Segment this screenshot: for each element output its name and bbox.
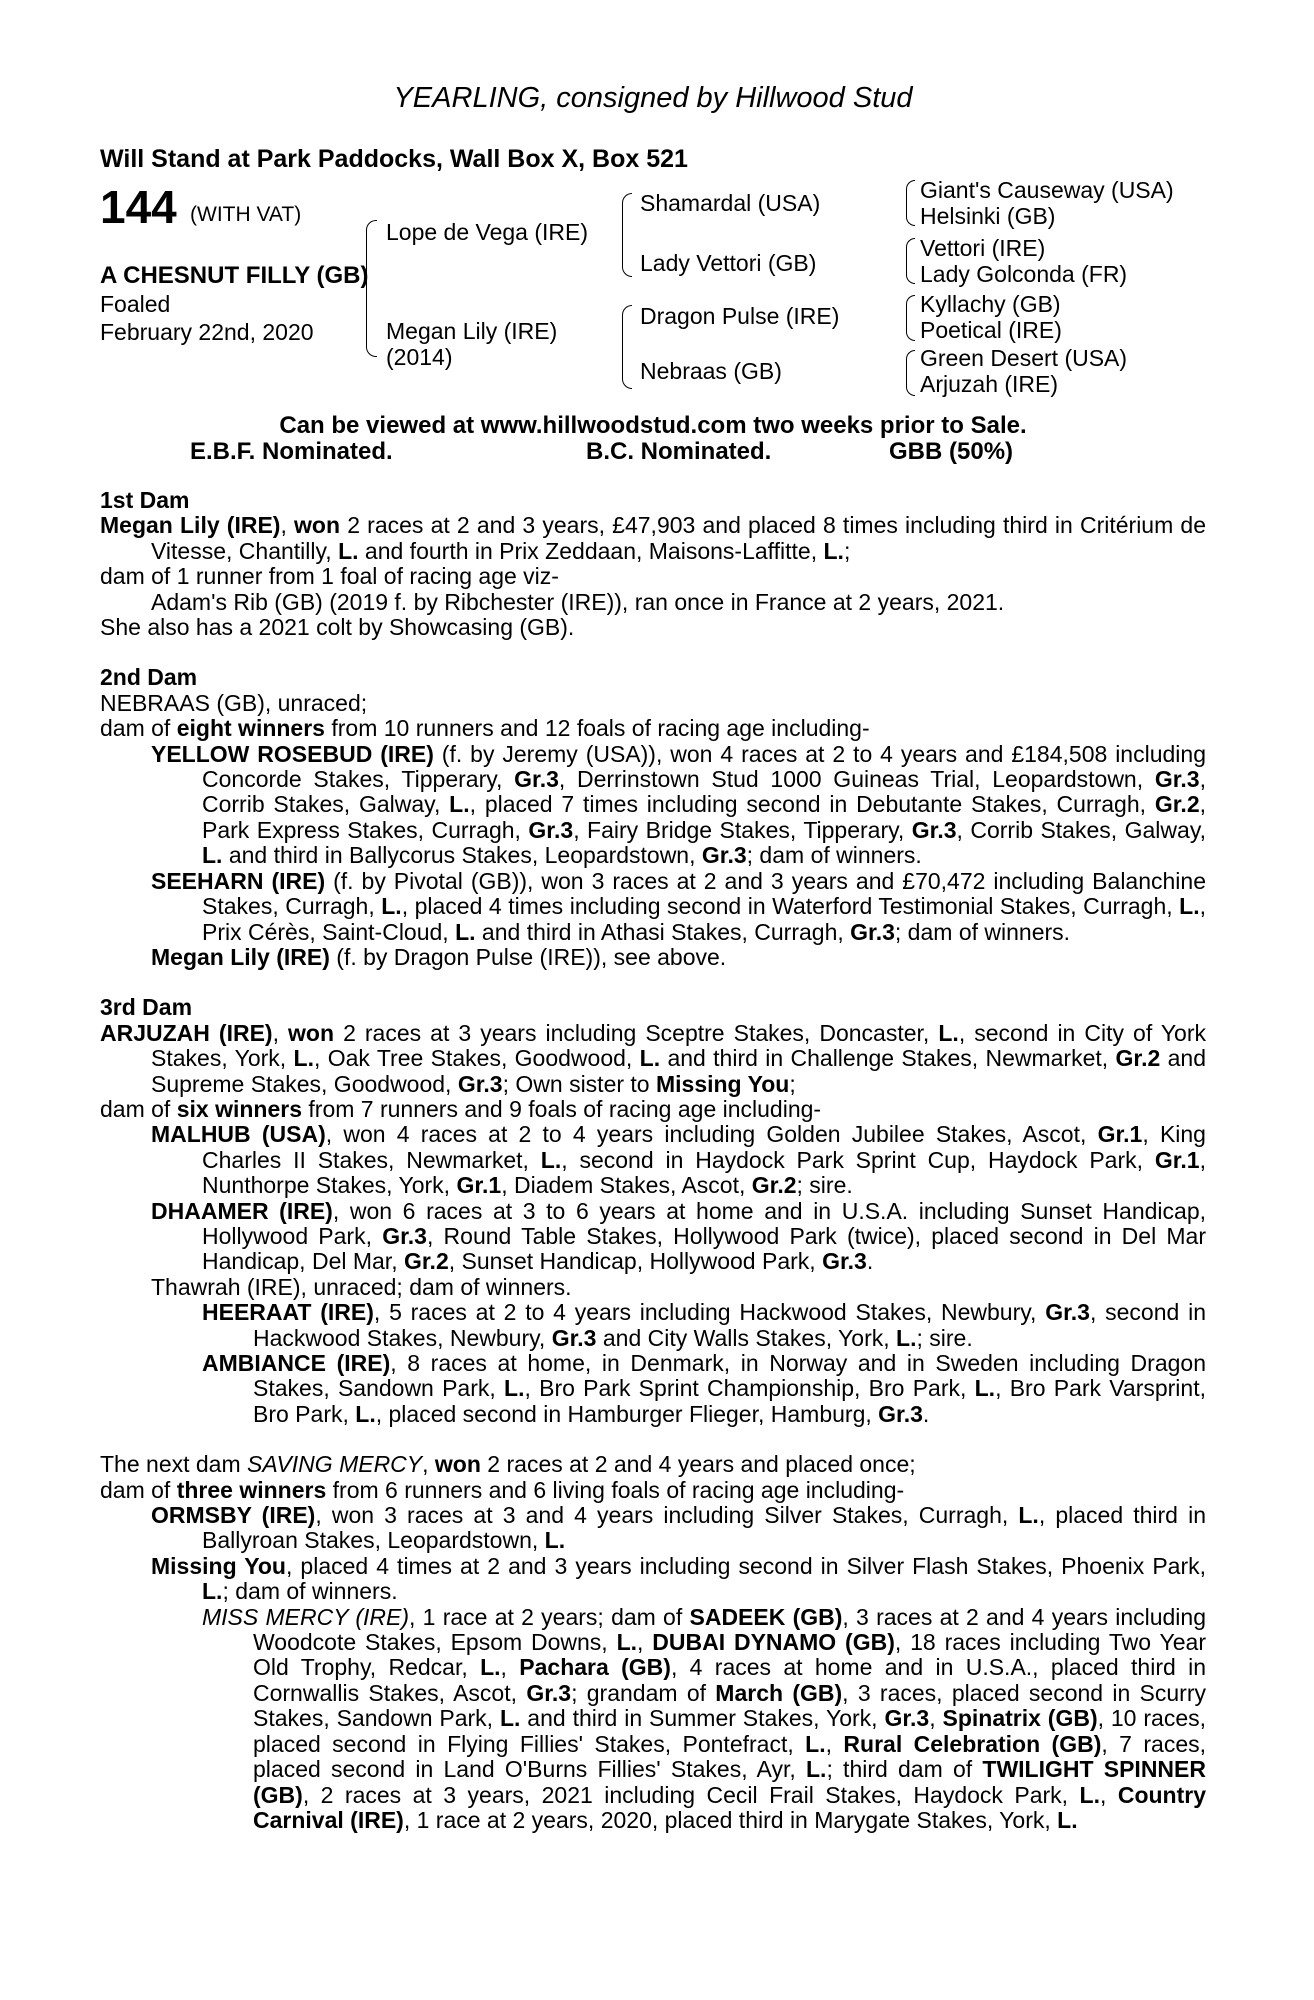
- text-run: , King Charles II Stakes, Newmarket,: [202, 1121, 1206, 1173]
- text-run: 2 races at 2 and 3 years, £47,903 and placed 8 times including third in Critérium de Vitesse, Chantilly,: [151, 512, 1207, 564]
- text-run: ,: [422, 1451, 435, 1478]
- text-run: , won 6 races at 3 to 6 years at home and in U.S.A. including Sunset Handicap, Hollywood Park,: [202, 1197, 1206, 1249]
- record-paragraph: [100, 1275, 1206, 1300]
- text-run: , placed 4 times at 2 and 3 years including second in Silver Flash Stakes, Phoenix Park,: [285, 1552, 1206, 1579]
- bold-text: won: [434, 1451, 481, 1478]
- text-run: ,: [500, 1654, 520, 1681]
- text-run: , Derrinstown Stud 1000 Guineas Trial, Leopardstown,: [558, 766, 1155, 793]
- pedigree-ggp-6: Poetical (IRE): [920, 317, 1062, 343]
- bold-text: Gr.1: [1097, 1121, 1143, 1148]
- text-run: , Fairy Bridge Stakes, Tipperary,: [573, 816, 912, 843]
- text-run: and Supreme Stakes, Goodwood,: [151, 1045, 1206, 1097]
- foaled-date: February 22nd, 2020: [100, 319, 314, 345]
- record-paragraph: [100, 1452, 1206, 1477]
- text-run: , Diadem Stakes, Ascot,: [501, 1172, 752, 1199]
- text-run: , 3 races, placed second in Scurry Stakes, Sandown Park,: [253, 1679, 1206, 1732]
- text-run: , second in Haydock Park Sprint Cup, Haydock Park,: [561, 1146, 1155, 1173]
- bold-text: Gr.3: [822, 1248, 867, 1275]
- bold-text: L.: [449, 791, 470, 818]
- text-run: .: [866, 1248, 874, 1275]
- bold-text: Rural Celebration (GB): [843, 1730, 1102, 1757]
- bold-text: L.: [480, 1654, 501, 1681]
- pedigree-sire-sire: Shamardal (USA): [640, 190, 821, 216]
- bold-text: DHAAMER (IRE): [151, 1197, 333, 1224]
- bold-text: L.: [540, 1146, 562, 1173]
- bold-text: Gr.3: [701, 842, 747, 869]
- bold-text: Gr.2: [1115, 1045, 1161, 1072]
- bold-text: won: [294, 512, 341, 539]
- bold-text: L.: [455, 918, 476, 945]
- section-heading: 2nd Dam: [100, 664, 198, 691]
- record-paragraph: [100, 1605, 1206, 1834]
- ebf-note: E.B.F. Nominated.: [190, 438, 393, 465]
- section-heading: 3rd Dam: [100, 994, 193, 1021]
- text-run: and third in Challenge Stakes, Newmarket,: [660, 1045, 1116, 1072]
- pedigree-dam: Megan Lily (IRE): [386, 318, 558, 344]
- text-run: , 3 races at 2 and 4 years including Woodcote Stakes, Epsom Downs,: [253, 1603, 1207, 1656]
- text-run: , 10 races, placed second in Flying Fillies' Stakes, Pontefract,: [253, 1705, 1206, 1757]
- text-run: ; dam of winners.: [894, 918, 1071, 945]
- text-run: from 7 runners and 9 foals of racing age including-: [302, 1095, 822, 1122]
- bold-text: AMBIANCE (IRE): [202, 1350, 391, 1376]
- bold-text: YELLOW ROSEBUD (IRE): [151, 740, 434, 767]
- text-run: , 8 races at home, in Denmark, in Norway and in Sweden including Dragon Stakes, Sandown Park,: [253, 1350, 1206, 1402]
- pedigree-bracket-gen1: [366, 220, 377, 357]
- bold-text: Missing You: [151, 1552, 286, 1579]
- text-run: ;: [789, 1070, 796, 1097]
- bold-text: Megan Lily (IRE): [100, 512, 281, 539]
- text-run: ; dam of winners.: [746, 842, 922, 869]
- bold-text: Gr.3: [850, 918, 895, 945]
- text-run: and third in Athasi Stakes, Curragh,: [475, 918, 851, 945]
- text-run: , won 4 races at 2 to 4 years including Golden Jubilee Stakes, Ascot,: [325, 1121, 1098, 1148]
- text-run: , placed 4 times including second in Waterford Testimonial Stakes, Curragh,: [401, 893, 1180, 920]
- record-paragraph: [100, 691, 1206, 716]
- text-run: , second in City of York Stakes, York,: [151, 1019, 1207, 1072]
- bold-text: DUBAI DYNAMO (GB): [652, 1629, 895, 1656]
- text-run: , Corrib Stakes, Galway,: [956, 816, 1206, 843]
- bold-text: Gr.3: [1045, 1299, 1090, 1326]
- pedigree-bracket-sd: [906, 238, 915, 284]
- record-paragraph: [100, 1554, 1206, 1605]
- viewing-note: Can be viewed at www.hillwoodstud.com two weeks prior to Sale.: [279, 412, 1027, 439]
- record-paragraph: [100, 590, 1206, 615]
- horse-description-block: [100, 262, 370, 346]
- bold-text: Pachara (GB): [519, 1654, 671, 1681]
- text-run: , Prix Cérès, Saint-Cloud,: [202, 893, 1207, 945]
- produce-record: [100, 488, 1206, 1833]
- bold-text: Gr.3: [526, 1679, 572, 1706]
- bold-text: Gr.3: [528, 816, 574, 843]
- bold-text: L.: [1079, 1781, 1100, 1808]
- lot-number: 144: [100, 181, 177, 233]
- text-run: , Bro Park Sprint Championship, Bro Park,: [524, 1375, 975, 1402]
- bold-text: Gr.2: [403, 1248, 449, 1275]
- text-run: , Oak Tree Stakes, Goodwood,: [314, 1045, 640, 1072]
- record-paragraph: [100, 1503, 1206, 1554]
- text-run: (f. by Jeremy (USA)), won 4 races at 2 to 4 years and £184,508 including Concorde Stakes, Tipperary,: [202, 740, 1206, 793]
- text-run: The next dam: [100, 1451, 248, 1478]
- record-paragraph: [100, 1021, 1206, 1097]
- text-run: , placed 7 times including second in Debutante Stakes, Curragh,: [469, 791, 1155, 818]
- text-run: 2 races at 2 and 4 years and placed once;: [480, 1451, 916, 1478]
- stand-location: Will Stand at Park Paddocks, Wall Box X, Box 521: [100, 145, 688, 173]
- text-run: ,: [1099, 1781, 1118, 1808]
- text-run: , 2 races at 3 years, 2021 including Cecil Frail Stakes, Haydock Park,: [302, 1781, 1080, 1808]
- bold-text: Gr.3: [911, 816, 957, 843]
- bold-text: March (GB): [715, 1679, 843, 1706]
- bold-text: L.: [823, 537, 844, 564]
- vat-note: (WITH VAT): [190, 203, 302, 226]
- text-run: , Round Table Stakes, Hollywood Park (twice), placed second in Del Mar Handicap, Del Mar,: [202, 1222, 1206, 1275]
- bold-text: six winners: [176, 1095, 302, 1122]
- section-heading: 1st Dam: [100, 487, 190, 513]
- bold-text: Gr.1: [456, 1172, 502, 1199]
- gbb-note: GBB (50%): [889, 438, 1014, 465]
- text-run: , second in Hackwood Stakes, Newbury,: [253, 1299, 1206, 1351]
- text-run: She also has a 2021 colt by Showcasing (GB).: [100, 614, 575, 641]
- pedigree-dam-dam: Nebraas (GB): [640, 358, 782, 384]
- bold-text: L.: [293, 1045, 314, 1072]
- record-paragraph: [100, 1300, 1206, 1351]
- bold-text: Gr.3: [878, 1400, 923, 1427]
- bold-text: ARJUZAH (IRE): [100, 1019, 273, 1046]
- foaled-label: Foaled: [100, 291, 171, 317]
- pedigree-bracket-ds: [906, 295, 915, 341]
- bold-text: L.: [544, 1527, 566, 1554]
- bold-text: L.: [805, 1730, 826, 1757]
- record-paragraph: [100, 615, 1206, 640]
- bc-note: B.C. Nominated.: [586, 438, 772, 465]
- text-run: ; dam of winners.: [222, 1578, 398, 1605]
- text-run: dam of: [100, 1095, 177, 1122]
- bold-text: three winners: [176, 1476, 327, 1503]
- bold-text: L.: [896, 1324, 917, 1351]
- text-run: , placed second in Hamburger Flieger, Hamburg,: [375, 1400, 879, 1427]
- text-run: ; sire.: [916, 1324, 973, 1351]
- bold-text: L.: [974, 1375, 996, 1402]
- pedigree-dam-year: (2014): [386, 344, 453, 370]
- record-paragraph: [100, 1097, 1206, 1122]
- text-run: , 7 races, placed second in Land O'Burns Fillies' Stakes, Ayr,: [253, 1730, 1207, 1783]
- bold-text: L.: [202, 842, 223, 869]
- text-run: from 6 runners and 6 living foals of racing age including-: [326, 1476, 905, 1503]
- pedigree-sire-dam: Lady Vettori (GB): [640, 250, 817, 276]
- pedigree-bracket-dd: [906, 350, 915, 396]
- italic-text: SAVING MERCY: [247, 1451, 423, 1478]
- record-paragraph: [100, 869, 1206, 945]
- record-paragraph: [100, 1122, 1206, 1198]
- text-run: (f. by Pivotal (GB)), won 3 races at 2 and 3 years and £70,472 including Balanchine Stakes, Curragh,: [202, 867, 1206, 920]
- bold-text: TWILIGHT SPINNER (GB): [253, 1756, 1206, 1808]
- bold-text: Country Carnival (IRE): [253, 1781, 1207, 1833]
- text-run: ; grandam of: [571, 1679, 716, 1706]
- bold-text: L.: [338, 537, 359, 564]
- pedigree-ggp-4: Lady Golconda (FR): [920, 261, 1128, 287]
- bold-text: Spinatrix (GB): [942, 1705, 1098, 1732]
- pedigree-bracket-dam: [622, 305, 632, 389]
- text-run: ;: [843, 537, 851, 564]
- bold-text: L.: [938, 1019, 959, 1046]
- text-run: dam of: [100, 1476, 177, 1503]
- section-gap: [100, 640, 1206, 665]
- text-run: , 4 races at home and in U.S.A., placed third in Cornwallis Stakes, Ascot,: [253, 1654, 1207, 1706]
- bold-text: Gr.3: [514, 766, 559, 793]
- record-paragraph: [100, 1351, 1206, 1427]
- bold-text: Gr.2: [751, 1172, 797, 1199]
- bold-text: L.: [1057, 1806, 1078, 1833]
- text-run: , Nunthorpe Stakes, York,: [202, 1146, 1206, 1199]
- text-run: and third in Summer Stakes, York,: [520, 1705, 885, 1732]
- text-run: and third in Ballycorus Stakes, Leopardstown,: [222, 842, 702, 869]
- bold-text: L.: [616, 1629, 638, 1656]
- italic-text: MISS MERCY (IRE): [202, 1603, 410, 1630]
- text-run: ,: [280, 512, 295, 539]
- text-run: , Bro Park Varsprint, Bro Park,: [253, 1375, 1206, 1427]
- text-run: ,: [929, 1705, 943, 1732]
- bold-text: L.: [805, 1756, 827, 1783]
- text-run: Adam's Rib (GB) (2019 f. by Ribchester (IRE)), ran once in France at 2 years, 2021.: [151, 588, 1005, 615]
- record-paragraph: [100, 716, 1206, 741]
- bold-text: HEERAAT (IRE): [202, 1299, 374, 1326]
- bold-text: SADEEK (GB): [689, 1603, 843, 1630]
- text-run: , 18 races including Two Year Old Trophy, Redcar,: [253, 1629, 1207, 1681]
- bold-text: L.: [1179, 893, 1200, 920]
- pedigree-ggp-7: Green Desert (USA): [920, 345, 1128, 371]
- section-gap: [100, 970, 1206, 995]
- bold-text: L.: [202, 1578, 223, 1605]
- text-run: , 1 race at 2 years; dam of: [409, 1603, 690, 1630]
- section-gap: [100, 1427, 1206, 1452]
- record-paragraph: [100, 742, 1206, 869]
- sale-title: YEARLING, consigned by Hillwood Stud: [393, 82, 913, 114]
- text-run: ; sire.: [796, 1172, 853, 1199]
- text-run: and fourth in Prix Zeddaan, Maisons-Laffitte,: [358, 537, 824, 564]
- text-run: , placed third in Ballyroan Stakes, Leopardstown,: [202, 1502, 1206, 1554]
- bold-text: ORMSBY (IRE): [151, 1502, 316, 1529]
- text-run: ; Own sister to: [502, 1070, 656, 1097]
- text-run: and City Walls Stakes, York,: [596, 1324, 897, 1351]
- record-paragraph: [100, 1199, 1206, 1275]
- bold-text: L.: [355, 1400, 376, 1427]
- text-run: , Park Express Stakes, Curragh,: [202, 791, 1207, 843]
- pedigree-bracket-sire: [622, 193, 632, 277]
- text-run: , 5 races at 2 to 4 years including Hackwood Stakes, Newbury,: [373, 1299, 1046, 1326]
- bold-text: won: [288, 1019, 335, 1046]
- bold-text: MALHUB (USA): [151, 1121, 326, 1148]
- text-run: , Corrib Stakes, Galway,: [202, 766, 1206, 818]
- text-run: 2 races at 3 years including Sceptre Stakes, Doncaster,: [334, 1019, 939, 1046]
- record-paragraph: [100, 564, 1206, 589]
- text-run: , Sunset Handicap, Hollywood Park,: [448, 1248, 823, 1275]
- text-run: .: [922, 1400, 930, 1427]
- text-run: ,: [825, 1730, 844, 1757]
- text-run: from 10 runners and 12 foals of racing age including-: [324, 715, 870, 742]
- bold-text: L.: [381, 893, 402, 920]
- text-run: NEBRAAS (GB), unraced;: [100, 689, 368, 716]
- pedigree-ggp-2: Helsinki (GB): [920, 203, 1056, 229]
- bold-text: L.: [499, 1705, 521, 1732]
- bold-text: Gr.3: [551, 1324, 597, 1351]
- text-run: dam of 1 runner from 1 foal of racing age viz-: [100, 563, 559, 590]
- text-run: dam of: [100, 715, 177, 742]
- record-paragraph: [100, 1478, 1206, 1503]
- text-run: ; third dam of: [826, 1756, 983, 1783]
- pedigree-ggp-1: Giant's Causeway (USA): [920, 177, 1174, 203]
- bold-text: Gr.3: [457, 1070, 503, 1097]
- pedigree-bracket-ss: [906, 180, 915, 226]
- bold-text: L.: [639, 1045, 661, 1072]
- pedigree-ggp-8: Arjuzah (IRE): [920, 371, 1059, 397]
- pedigree-ggp-3: Vettori (IRE): [920, 235, 1046, 261]
- bold-text: L.: [504, 1375, 525, 1402]
- bold-text: Gr.3: [1154, 766, 1200, 793]
- pedigree-ggp-5: Kyllachy (GB): [920, 291, 1061, 317]
- bold-text: Gr.2: [1154, 791, 1200, 818]
- bold-text: Gr.1: [1154, 1146, 1200, 1173]
- record-paragraph: [100, 513, 1206, 564]
- text-run: Thawrah (IRE), unraced; dam of winners.: [151, 1273, 572, 1300]
- bold-text: Megan Lily (IRE): [151, 943, 330, 970]
- bold-text: SEEHARN (IRE): [151, 867, 326, 894]
- pedigree-sire: Lope de Vega (IRE): [386, 219, 589, 245]
- text-run: ,: [637, 1629, 653, 1656]
- horse-description: A CHESNUT FILLY (GB): [100, 262, 369, 289]
- text-run: ,: [272, 1019, 289, 1046]
- record-paragraph: [100, 945, 1206, 970]
- text-run: (f. by Dragon Pulse (IRE)), see above.: [329, 943, 727, 970]
- bold-text: eight winners: [176, 715, 325, 742]
- bold-text: L.: [1018, 1502, 1039, 1529]
- bold-text: Missing You: [655, 1070, 790, 1097]
- text-run: , 1 race at 2 years, 2020, placed third in Marygate Stakes, York,: [403, 1806, 1058, 1833]
- bold-text: Gr.3: [884, 1705, 930, 1732]
- pedigree-dam-sire: Dragon Pulse (IRE): [640, 303, 840, 329]
- text-run: , won 3 races at 3 and 4 years including Silver Stakes, Curragh,: [315, 1502, 1019, 1529]
- bold-text: Gr.3: [382, 1222, 427, 1249]
